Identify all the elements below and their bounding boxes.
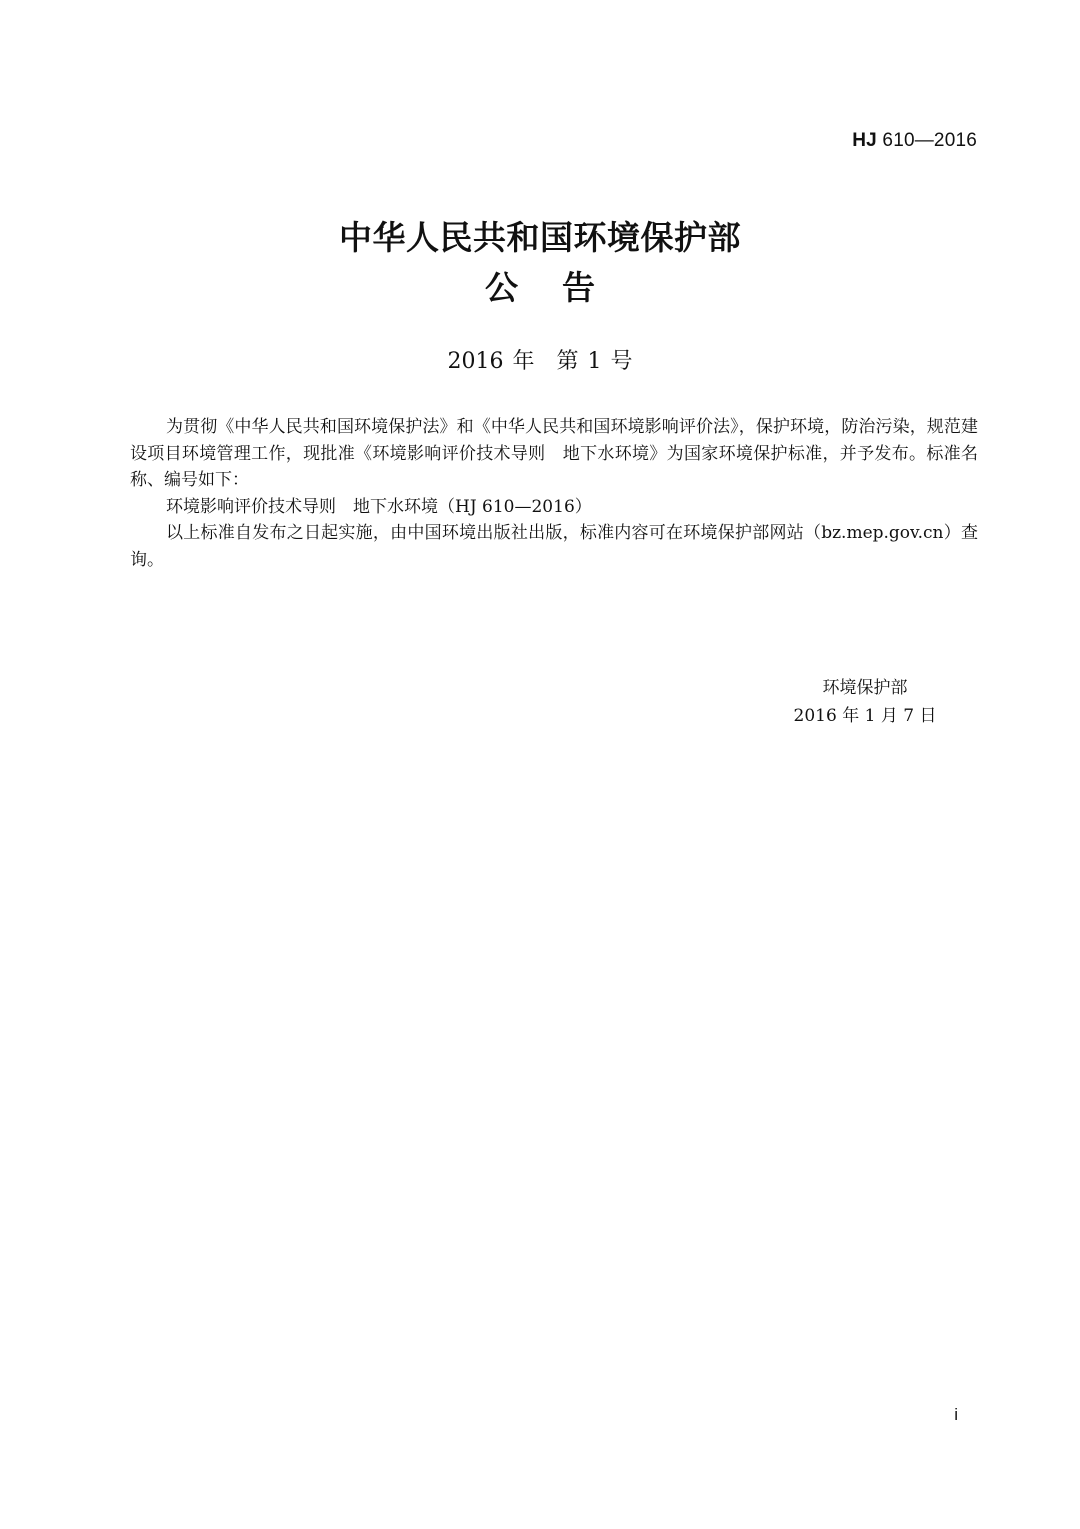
standard-code-prefix: HJ <box>852 130 877 151</box>
signature-org: 环境保护部 <box>822 678 908 698</box>
body-paragraph: 为贯彻《中华人民共和国环境保护法》和《中华人民共和国环境影响评价法》，保护环境，防治污染，规范建设项目环境管理工作，现批准《环境影响评价技术导则 地下水环境》为国家环境保护标准，并予发布。标准名称、编号如下： <box>130 417 978 490</box>
page-number: i <box>954 1405 958 1424</box>
announcement-heading: 公告 <box>485 268 639 307</box>
standard-code <box>852 130 977 152</box>
body-paragraph: 以上标准自发布之日起实施，由中国环境出版社出版，标准内容可在环境保护部网站（bz.mep.gov.cn）查询。 <box>130 523 978 570</box>
standard-code-number: 610—2016 <box>882 130 977 151</box>
issuer-title: 中华人民共和国环境保护部 <box>339 218 741 257</box>
body-paragraph: 环境影响评价技术导则 地下水环境（HJ 610—2016） <box>166 496 592 517</box>
announcement-number: 2016 年 第 1 号 <box>447 349 633 374</box>
announcement-body <box>130 414 978 573</box>
signature-block <box>760 674 970 730</box>
signature-date: 2016 年 1 月 7 日 <box>793 706 937 726</box>
